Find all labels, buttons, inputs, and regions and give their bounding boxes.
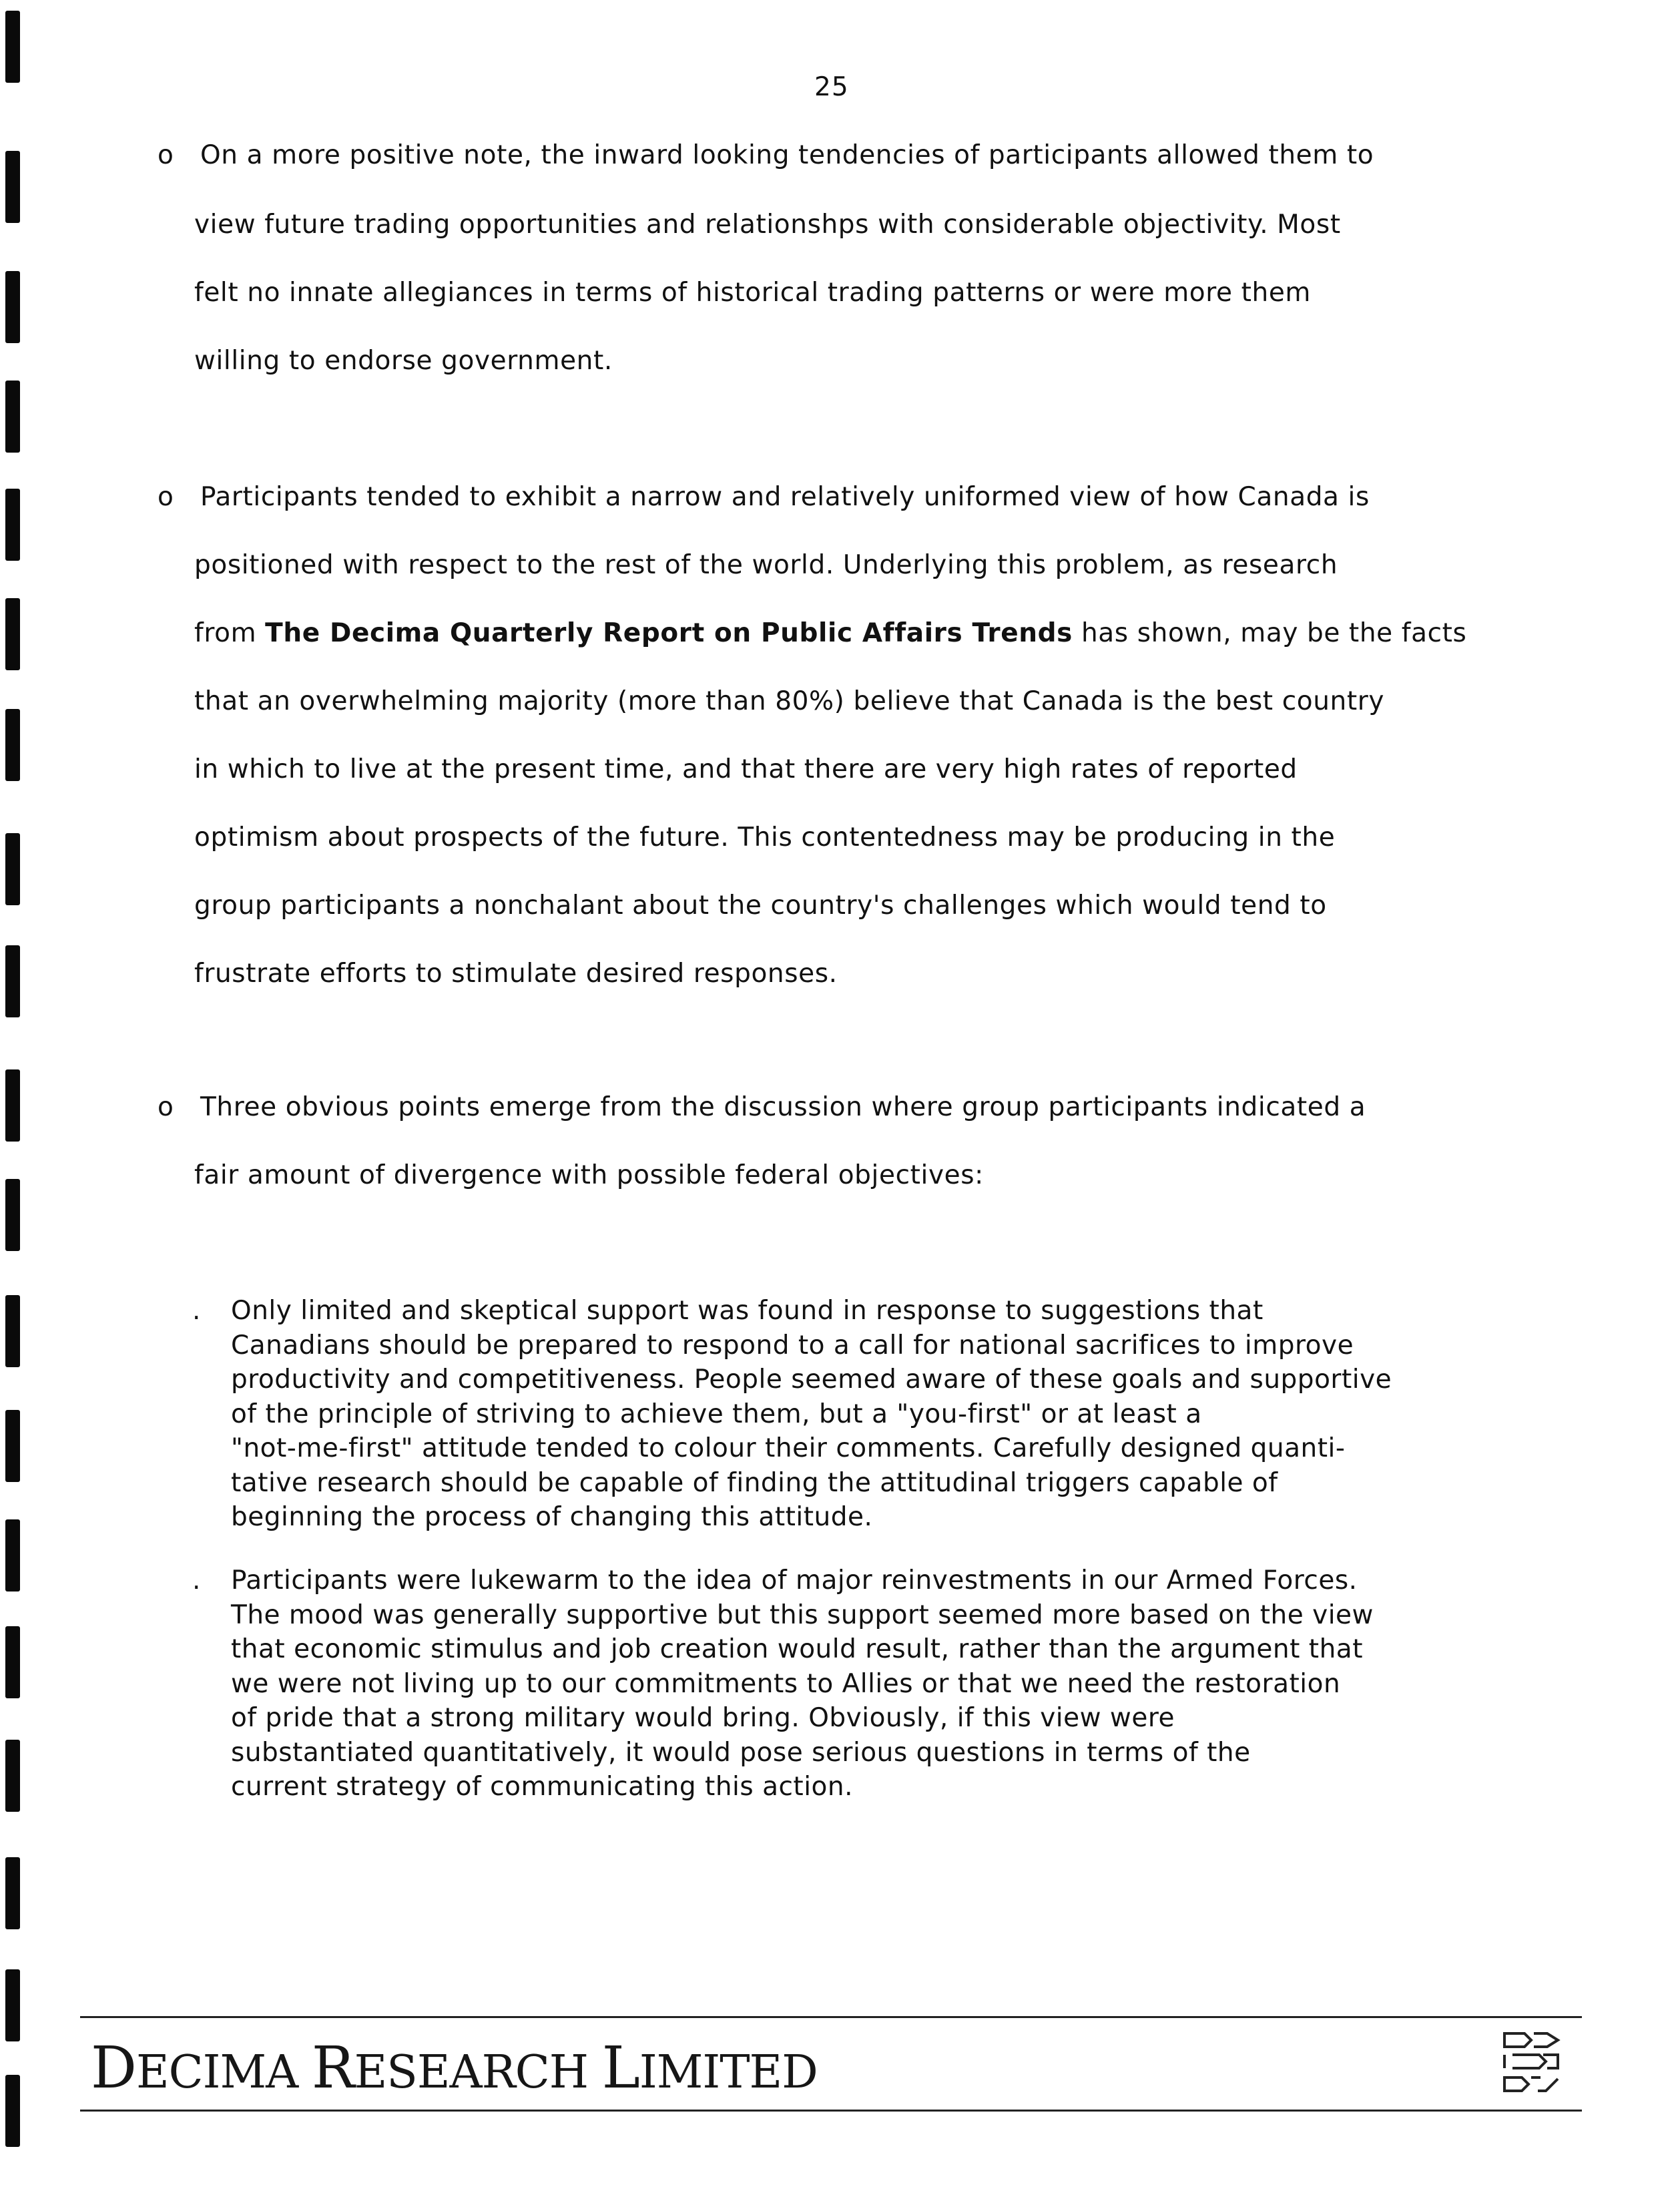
binder-mark [5, 151, 20, 223]
binder-mark [5, 1857, 20, 1929]
brand-initial: L [601, 2035, 639, 2102]
sub-marker: . [192, 1296, 201, 1326]
text-line: "not-me-first" attitude tended to colour their comments. Carefully designed quanti- [231, 1433, 1346, 1463]
text-line: group participants a nonchalant about the country's challenges which would tend to [194, 891, 1327, 921]
brand-initial: D [91, 2035, 136, 2102]
text-line: frustrate efforts to stimulate desired responses. [194, 959, 838, 989]
text-line: we were not living up to our commitments to Allies or that we need the restoration [231, 1668, 1341, 1699]
text-line: Participants were lukewarm to the idea of major reinvestments in our Armed Forces. [231, 1565, 1358, 1596]
binder-mark [5, 1179, 20, 1251]
binder-mark [5, 598, 20, 670]
sub-point [192, 1294, 1527, 1541]
text-line: that economic stimulus and job creation would result, rather than the argument that [231, 1634, 1363, 1664]
footer-brand [91, 2035, 818, 2102]
brand-word: ESEARCH [354, 2046, 589, 2099]
sub-point-text [231, 1563, 1539, 1804]
binder-mark [5, 271, 20, 343]
text-line: On a more positive note, the inward looking tendencies of participants allowed them to [200, 140, 1374, 170]
bullet-point [158, 482, 1566, 1003]
binder-mark [5, 709, 20, 781]
text-line: Only limited and skeptical support was found in response to suggestions that [231, 1296, 1264, 1326]
binder-mark [5, 833, 20, 905]
text-line: of pride that a strong military would bring. Obviously, if this view were [231, 1703, 1175, 1733]
text-line: substantiated quantitatively, it would pose serious questions in terms of the [231, 1737, 1251, 1768]
text-line: that an overwhelming majority (more than 80%) believe that Canada is the best country [194, 686, 1385, 716]
text-line: fair amount of divergence with possible federal objectives: [194, 1160, 984, 1190]
decima-logo-icon [1499, 2025, 1566, 2100]
footer-top-rule [80, 2016, 1582, 2018]
text-line: felt no innate allegiances in terms of historical trading patterns or were more them [194, 278, 1312, 308]
text-line: tative research should be capable of finding the attitudinal triggers capable of [231, 1467, 1278, 1498]
report-title: The Decima Quarterly Report on Public Affairs Trends [265, 618, 1073, 648]
text-run: has shown, may be the facts [1081, 618, 1467, 648]
text-run: from [194, 618, 257, 648]
text-line: positioned with respect to the rest of the world. Underlying this problem, as research [194, 550, 1338, 580]
bullet-marker: o [158, 482, 174, 512]
binder-mark [5, 11, 20, 83]
brand-initial: R [311, 2035, 354, 2102]
binder-mark [5, 1519, 20, 1592]
text-line: The mood was generally supportive but this support seemed more based on the view [231, 1600, 1374, 1630]
bullet-marker: o [158, 1092, 174, 1122]
sub-point [192, 1563, 1527, 1810]
text-line: view future trading opportunities and relationshps with considerable objectivity. Most [194, 210, 1341, 240]
binder-mark [5, 1410, 20, 1482]
text-line: current strategy of communicating this action. [231, 1772, 854, 1802]
footer-bottom-rule [80, 2110, 1582, 2112]
text-line: beginning the process of changing this attitude. [231, 1502, 873, 1532]
text-line: Participants tended to exhibit a narrow and relatively uniformed view of how Canada is [200, 482, 1370, 512]
binder-mark [5, 1069, 20, 1142]
binder-mark [5, 945, 20, 1017]
text-line [194, 618, 1466, 648]
text-line: Three obvious points emerge from the discussion where group participants indicated a [200, 1092, 1366, 1122]
bullet-point [158, 140, 1566, 381]
binder-mark [5, 1740, 20, 1812]
sub-marker: . [192, 1565, 201, 1596]
binder-mark [5, 1626, 20, 1698]
text-line: optimism about prospects of the future. This contentedness may be producing in the [194, 822, 1336, 852]
binder-mark [5, 1969, 20, 2041]
binder-mark [5, 2075, 20, 2147]
sub-point-text [231, 1294, 1539, 1535]
binder-mark [5, 1295, 20, 1367]
text-line: in which to live at the present time, and that there are very high rates of reported [194, 754, 1298, 784]
brand-word: ECIMA [135, 2046, 298, 2099]
bullet-point [158, 1092, 1566, 1199]
brand-word: IMITED [639, 2046, 818, 2099]
text-line: Canadians should be prepared to respond to a call for national sacrifices to improve [231, 1330, 1354, 1361]
bullet-marker: o [158, 140, 174, 170]
text-line: productivity and competitiveness. People seemed aware of these goals and supportive [231, 1365, 1392, 1395]
text-line: of the principle of striving to achieve them, but a "you-first" or at least a [231, 1399, 1202, 1429]
binder-mark [5, 381, 20, 453]
page-number: 25 [814, 72, 849, 102]
text-line: willing to endorse government. [194, 346, 613, 376]
binder-mark [5, 489, 20, 561]
